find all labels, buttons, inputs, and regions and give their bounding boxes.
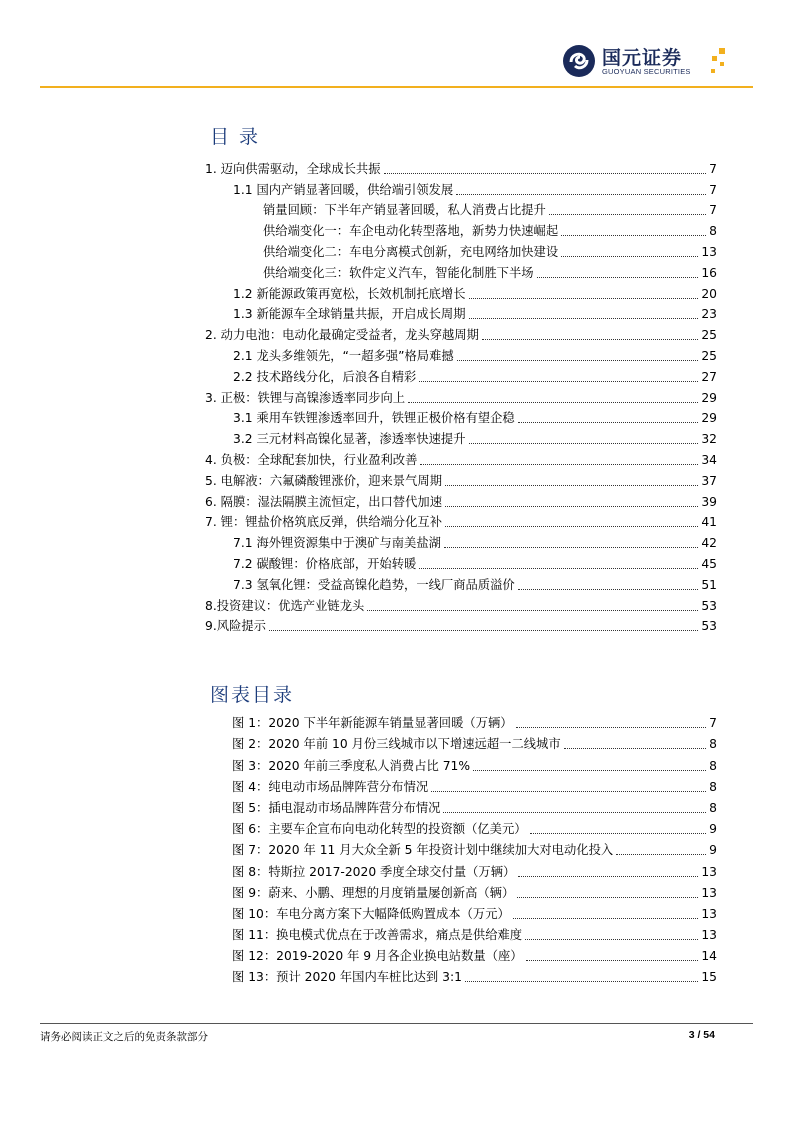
toc-entry-page: 25 — [701, 328, 717, 343]
toc-entry-page: 7 — [709, 203, 717, 218]
figure-entry-page: 13 — [701, 885, 717, 900]
guoyuan-logo-icon — [562, 44, 596, 78]
toc-entry-page: 8 — [709, 224, 717, 239]
toc-entry[interactable] — [205, 281, 717, 302]
dot-leader — [420, 464, 698, 465]
figure-entry-label: 图 13：预计 2020 年国内车桩比达到 3:1 — [232, 970, 462, 985]
toc-entry-label: 4. 负极：全球配套加快，行业盈利改善 — [205, 452, 418, 467]
figure-entry-page: 7 — [709, 716, 717, 731]
toc-entry[interactable] — [205, 468, 717, 489]
figure-entry-label: 图 6：主要车企宣布向电动化转型的投资额（亿美元） — [232, 822, 527, 837]
toc-entry-label: 1.2 新能源政策再宽松，长效机制托底增长 — [233, 286, 466, 301]
toc-entry-page: 39 — [701, 494, 717, 509]
toc-entry[interactable] — [205, 177, 717, 198]
figure-entry[interactable] — [232, 922, 717, 943]
toc-entry-label: 供给端变化三：软件定义汽车，智能化制胜下半场 — [263, 265, 534, 280]
toc-entry-page: 53 — [701, 619, 717, 634]
toc-entry-label: 1.1 国内产销显著回暖，供给端引领发展 — [233, 182, 454, 197]
toc-entry-label: 9.风险提示 — [205, 619, 266, 634]
toc-entry-page: 25 — [701, 348, 717, 363]
brand-dots-icon — [710, 48, 726, 76]
toc-list — [205, 156, 717, 634]
toc-entry[interactable] — [205, 489, 717, 510]
figure-entry-page: 14 — [701, 949, 717, 964]
figure-entry-label: 图 12：2019-2020 年 9 月各企业换电站数量（座） — [232, 949, 523, 964]
toc-entry[interactable] — [205, 593, 717, 614]
toc-entry-label: 7. 锂：锂盐价格筑底反弹，供给端分化互补 — [205, 515, 442, 530]
toc-entry-page: 7 — [709, 161, 717, 176]
toc-entry[interactable] — [205, 406, 717, 427]
dot-leader — [561, 235, 706, 236]
figure-entry[interactable] — [232, 731, 717, 752]
figure-entry-label: 图 5：插电混动市场品牌阵营分布情况 — [232, 800, 441, 815]
toc-entry-page: 27 — [701, 369, 717, 384]
toc-entry-page: 51 — [701, 577, 717, 592]
dot-leader — [367, 610, 698, 611]
figure-entry-label: 图 10：车电分离方案下大幅降低购置成本（万元） — [232, 906, 510, 921]
dot-leader — [445, 526, 698, 527]
toc-entry-page: 34 — [701, 452, 717, 467]
figures-list — [232, 710, 717, 985]
toc-entry-label: 供给端变化二：车电分离模式创新，充电网络加快建设 — [263, 244, 559, 259]
toc-entry[interactable] — [205, 218, 717, 239]
dot-leader — [516, 727, 707, 728]
dot-leader — [473, 770, 706, 771]
toc-entry[interactable] — [205, 302, 717, 323]
figure-entry[interactable] — [232, 816, 717, 837]
dot-leader — [530, 833, 707, 834]
toc-entry-label: 2. 动力电池：电动化最确定受益者，龙头穿越周期 — [205, 328, 479, 343]
brand-logo — [562, 40, 722, 80]
figure-entry-label: 图 1：2020 下半年新能源车销量显著回暖（万辆） — [232, 716, 513, 731]
dot-leader — [408, 402, 698, 403]
dot-leader — [384, 173, 707, 174]
dot-leader — [526, 960, 699, 961]
toc-entry-label: 7.3 氢氧化锂：受益高镍化趋势，一线厂商品质溢价 — [233, 577, 515, 592]
dot-leader — [537, 277, 699, 278]
figure-entry-page: 8 — [709, 758, 717, 773]
toc-entry-page: 29 — [701, 411, 717, 426]
figure-entry[interactable] — [232, 964, 717, 985]
toc-entry-page: 37 — [701, 473, 717, 488]
footer-disclaimer[interactable]: 请务必阅读正文之后的免责条款部分 — [40, 1031, 208, 1043]
footer-divider — [40, 1023, 753, 1024]
toc-entry[interactable] — [205, 343, 717, 364]
toc-entry-label: 销量回顾：下半年产销显著回暖，私人消费占比提升 — [263, 203, 546, 218]
toc-entry[interactable] — [205, 322, 717, 343]
toc-entry-page: 7 — [709, 182, 717, 197]
toc-entry[interactable] — [205, 447, 717, 468]
dot-leader — [561, 256, 698, 257]
dot-leader — [465, 981, 698, 982]
toc-entry-page: 13 — [701, 244, 717, 259]
toc-entry-label: 2.1 龙头多维领先，“一超多强”格局难撼 — [233, 348, 454, 363]
dot-leader — [456, 194, 706, 195]
dot-leader — [616, 854, 706, 855]
dot-leader — [518, 589, 699, 590]
dot-leader — [564, 748, 707, 749]
figure-entry-label: 图 8：特斯拉 2017-2020 季度全球交付量（万辆） — [232, 864, 516, 879]
figure-entry[interactable] — [232, 943, 717, 964]
dot-leader — [469, 298, 699, 299]
toc-entry[interactable] — [205, 385, 717, 406]
figure-entry-page: 9 — [709, 843, 717, 858]
figure-entry-label: 图 11：换电模式优点在于改善需求，痛点是供给难度 — [232, 928, 523, 943]
dot-leader — [469, 318, 699, 319]
dot-leader — [419, 381, 698, 382]
dot-leader — [513, 918, 699, 919]
toc-entry-label: 1.3 新能源车全球销量共振，开启成长周期 — [233, 307, 466, 322]
dot-leader — [518, 876, 698, 877]
dot-leader — [549, 214, 706, 215]
dot-leader — [482, 339, 698, 340]
toc-entry[interactable] — [205, 260, 717, 281]
toc-entry-page: 32 — [701, 432, 717, 447]
dot-leader — [444, 547, 698, 548]
figure-entry-page: 9 — [709, 822, 717, 837]
dot-leader — [469, 443, 699, 444]
dot-leader — [419, 568, 698, 569]
toc-entry-label: 3.1 乘用车铁锂渗透率回升，铁锂正极价格有望企稳 — [233, 411, 515, 426]
figures-title: 图表目录 — [210, 684, 295, 706]
toc-entry-label: 2.2 技术路线分化，后浪各自精彩 — [233, 369, 417, 384]
figure-entry[interactable] — [232, 837, 717, 858]
figure-entry-page: 8 — [709, 737, 717, 752]
toc-entry[interactable] — [205, 198, 717, 219]
toc-entry-page: 29 — [701, 390, 717, 405]
figure-entry[interactable] — [232, 901, 717, 922]
toc-entry-label: 7.1 海外锂资源集中于澳矿与南美盐湖 — [233, 536, 441, 551]
dot-leader — [431, 791, 706, 792]
figure-entry-page: 8 — [709, 779, 717, 794]
toc-entry-page: 23 — [701, 307, 717, 322]
figure-entry-page: 15 — [701, 970, 717, 985]
figure-entry[interactable] — [232, 752, 717, 773]
toc-entry-page: 45 — [701, 556, 717, 571]
figure-entry-label: 图 4：纯电动市场品牌阵营分布情况 — [232, 779, 429, 794]
toc-entry[interactable] — [205, 510, 717, 531]
figure-entry[interactable] — [232, 795, 717, 816]
toc-entry[interactable] — [205, 572, 717, 593]
toc-entry-page: 53 — [701, 598, 717, 613]
figure-entry-label: 图 9：蔚来、小鹏、理想的月度销量屡创新高（辆） — [232, 885, 515, 900]
toc-entry[interactable] — [205, 156, 717, 177]
figure-entry-label: 图 2：2020 年前 10 月份三线城市以下增速远超一二线城市 — [232, 737, 561, 752]
toc-entry-label: 3.2 三元材料高镍化显著，渗透率快速提升 — [233, 432, 466, 447]
dot-leader — [457, 360, 699, 361]
dot-leader — [525, 939, 698, 940]
dot-leader — [518, 422, 699, 423]
figure-entry[interactable] — [232, 858, 717, 879]
toc-entry-label: 8.投资建议：优选产业链龙头 — [205, 598, 365, 613]
figure-entry-label: 图 3：2020 年前三季度私人消费占比 71% — [232, 758, 471, 773]
figure-entry[interactable] — [232, 880, 717, 901]
toc-entry[interactable] — [205, 530, 717, 551]
figure-entry-page: 8 — [709, 800, 717, 815]
dot-leader — [269, 630, 698, 631]
dot-leader — [445, 506, 698, 507]
header-divider — [40, 86, 753, 88]
toc-entry-label: 5. 电解液：六氟磷酸锂涨价，迎来景气周期 — [205, 473, 442, 488]
toc-entry[interactable] — [205, 551, 717, 572]
toc-entry[interactable] — [205, 426, 717, 447]
toc-entry-page: 16 — [701, 265, 717, 280]
figure-entry-page: 13 — [701, 864, 717, 879]
dot-leader — [517, 897, 698, 898]
figure-entry-page: 13 — [701, 928, 717, 943]
toc-entry-label: 1. 迈向供需驱动，全球成长共振 — [205, 161, 381, 176]
toc-title: 目 录 — [210, 126, 261, 148]
figure-entry-page: 13 — [701, 906, 717, 921]
figure-entry-label: 图 7：2020 年 11 月大众全新 5 年投资计划中继续加大对电动化投入 — [232, 843, 614, 858]
dot-leader — [443, 812, 706, 813]
toc-entry-label: 7.2 碳酸锂：价格底部，开始转暖 — [233, 556, 417, 571]
toc-entry-label: 3. 正极：铁锂与高镍渗透率同步向上 — [205, 390, 406, 405]
figure-entry[interactable] — [232, 774, 717, 795]
toc-entry-page: 42 — [701, 536, 717, 551]
toc-entry-page: 41 — [701, 515, 717, 530]
toc-entry-label: 供给端变化一：车企电动化转型落地，新势力快速崛起 — [263, 224, 559, 239]
toc-entry-label: 6. 隔膜：湿法隔膜主流恒定，出口替代加速 — [205, 494, 442, 509]
figure-entry[interactable] — [232, 710, 717, 731]
dot-leader — [445, 485, 698, 486]
toc-entry-page: 20 — [701, 286, 717, 301]
page-indicator: 3 / 54 — [688, 1029, 715, 1041]
brand-name-en: GUOYUAN SECURITIES — [602, 67, 691, 76]
toc-entry[interactable] — [205, 614, 717, 635]
brand-name-cn: 国元证券 — [602, 47, 683, 69]
toc-entry[interactable] — [205, 239, 717, 260]
toc-entry[interactable] — [205, 364, 717, 385]
